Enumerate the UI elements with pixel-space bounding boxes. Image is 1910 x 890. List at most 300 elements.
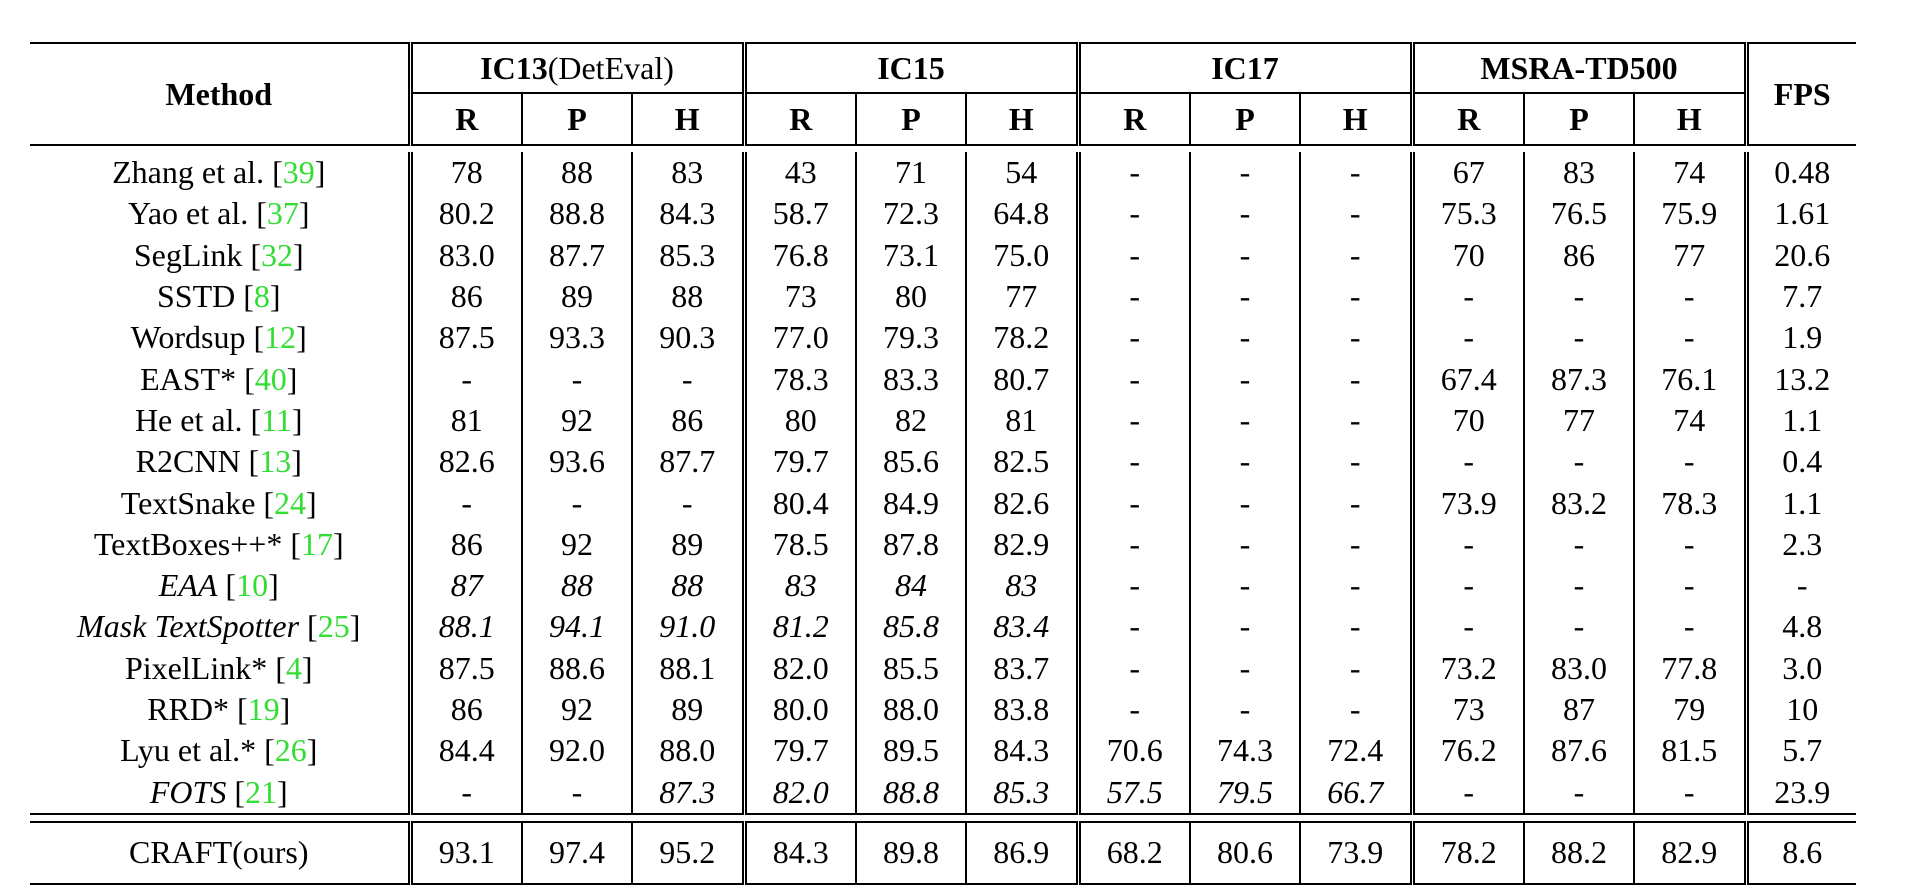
table-row (30, 524, 1856, 565)
cell: - (1078, 235, 1190, 276)
cell: 83.0 (410, 235, 522, 276)
cell: 82.6 (966, 482, 1078, 523)
method-label: EAA (158, 567, 218, 604)
method-name: Lyu et al.* [26] (30, 730, 410, 771)
cell: 89 (632, 524, 744, 565)
table-row (30, 730, 1856, 771)
citation-link[interactable]: 8 (253, 278, 270, 315)
subheader-ic15-h: H (966, 93, 1078, 145)
cell: 87.8 (856, 524, 966, 565)
cell: 88.2 (1524, 822, 1634, 884)
cell: 84.3 (744, 822, 856, 884)
cell: 97.4 (522, 822, 632, 884)
cell: - (1190, 317, 1300, 358)
cell: 88.1 (410, 606, 522, 647)
cell: - (1412, 606, 1524, 647)
cell: 91.0 (632, 606, 744, 647)
cell: 86 (632, 400, 744, 441)
cell: 20.6 (1774, 236, 1831, 273)
cell: - (1190, 276, 1300, 317)
cell: 57.5 (1078, 771, 1190, 813)
method-name: TextBoxes++* [17] (30, 524, 410, 565)
cell: 87.6 (1524, 730, 1634, 771)
cell: 76.1 (1634, 358, 1746, 399)
cell: - (1190, 441, 1300, 482)
citation-link[interactable]: 19 (247, 691, 280, 727)
cell: 83 (966, 565, 1078, 606)
table-row (30, 771, 1856, 813)
cell: 54 (966, 152, 1078, 193)
cell: 92 (522, 400, 632, 441)
cell: - (1300, 193, 1412, 234)
cell: 0.48 (1774, 154, 1831, 191)
subheader-ic13-h: H (632, 93, 744, 145)
citation-link[interactable]: 13 (259, 443, 292, 480)
subheader-ic15-p: P (856, 93, 966, 145)
cell: 92.0 (522, 730, 632, 771)
cell: 85.6 (856, 441, 966, 482)
cell: 74 (1634, 152, 1746, 193)
fps-header: FPS (1746, 43, 1856, 145)
cell: 84.3 (632, 193, 744, 234)
cell: - (1796, 567, 1808, 604)
cell: 85.3 (632, 235, 744, 276)
cell: - (1634, 606, 1746, 647)
method-name: SSTD [8] (30, 276, 410, 317)
method-label: Wordsup [ (130, 319, 265, 356)
cell: 71 (856, 152, 966, 193)
method-label: RRD* [ (147, 691, 248, 727)
cell: - (1634, 276, 1746, 317)
table-row (30, 235, 1856, 276)
citation-link[interactable]: 4 (285, 649, 302, 686)
group-header-ic15: IC15 (744, 43, 1078, 93)
results-table (30, 42, 1856, 885)
subheader-ic17-h: H (1300, 93, 1412, 145)
method-label: FOTS (149, 773, 227, 810)
method-name: PixelLink* [4] (30, 648, 410, 689)
cell: 80.0 (744, 689, 856, 730)
cell: - (1412, 524, 1524, 565)
citation-link[interactable]: 17 (301, 525, 333, 562)
cell: 79.3 (856, 317, 966, 358)
cell: 82.6 (410, 441, 522, 482)
cell: - (1412, 565, 1524, 606)
cell: - (1190, 193, 1300, 234)
cell: 68.2 (1078, 822, 1190, 884)
cell: 76.5 (1524, 193, 1634, 234)
cell: 13.2 (1774, 360, 1831, 397)
cell: - (1300, 235, 1412, 276)
craft-row (30, 822, 1856, 884)
cell: 78.3 (744, 358, 856, 399)
cell: - (1078, 689, 1190, 730)
cell: - (1078, 317, 1190, 358)
cell: - (1078, 524, 1190, 565)
cell: 73.9 (1300, 822, 1412, 884)
method-label: R2CNN [ (135, 443, 260, 480)
cell: 83.8 (966, 689, 1078, 730)
cell: 89.8 (856, 822, 966, 884)
cell: - (1190, 648, 1300, 689)
method-name: He et al. [11] (30, 400, 410, 441)
cell: 80.7 (966, 358, 1078, 399)
cell: 83.2 (1524, 482, 1634, 523)
cell: 88 (522, 565, 632, 606)
method-name: EAA [10] (30, 565, 410, 606)
cell: 73.2 (1412, 648, 1524, 689)
cell: 3.0 (1782, 649, 1823, 686)
citation-link[interactable]: 26 (274, 732, 307, 769)
table-row (30, 317, 1856, 358)
cell: 83 (744, 565, 856, 606)
cell: 87 (1524, 689, 1634, 730)
method-name: R2CNN [13] (30, 441, 410, 482)
method-label: Mask TextSpotter (77, 608, 300, 645)
cell: 86 (1524, 235, 1634, 276)
cell: - (1190, 235, 1300, 276)
cell: 83 (1524, 152, 1634, 193)
cell: - (1300, 606, 1412, 647)
cell: - (1634, 441, 1746, 482)
subheader-ic17-r: R (1078, 93, 1190, 145)
cell: 82.5 (966, 441, 1078, 482)
cell: - (522, 482, 632, 523)
cell: 93.3 (522, 317, 632, 358)
cell: 76.8 (744, 235, 856, 276)
cell: 87 (410, 565, 522, 606)
cell: 86.9 (966, 822, 1078, 884)
cell: 88 (632, 276, 744, 317)
method-label: EAST* [ (140, 360, 255, 397)
cell: 84.3 (966, 730, 1078, 771)
cell: 87.7 (632, 441, 744, 482)
cell: 87.5 (410, 648, 522, 689)
citation-link[interactable]: 24 (274, 484, 307, 521)
cell: 1.1 (1782, 401, 1823, 438)
table-row (30, 441, 1856, 482)
cell: - (1524, 524, 1634, 565)
cell: - (1300, 400, 1412, 441)
cell: 67 (1412, 152, 1524, 193)
method-name: TextSnake [24] (30, 482, 410, 523)
subheader-ic13-r: R (410, 93, 522, 145)
cell: - (1300, 689, 1412, 730)
method-label: Zhang et al. [ (112, 154, 283, 191)
table-row (30, 358, 1856, 399)
cell: - (1300, 358, 1412, 399)
cell: 81.2 (744, 606, 856, 647)
cell: - (1190, 565, 1300, 606)
cell: 89.5 (856, 730, 966, 771)
method-name: SegLink [32] (30, 235, 410, 276)
cell: 94.1 (522, 606, 632, 647)
cell: 72.3 (856, 193, 966, 234)
cell: - (1300, 565, 1412, 606)
citation-link[interactable]: 32 (260, 236, 293, 273)
cell: 88.8 (856, 771, 966, 813)
cell: 74.3 (1190, 730, 1300, 771)
cell: - (1078, 400, 1190, 441)
table-row (30, 648, 1856, 689)
cell: 72.4 (1300, 730, 1412, 771)
cell: - (1300, 152, 1412, 193)
cell: - (1190, 152, 1300, 193)
cell: 2.3 (1782, 525, 1823, 562)
cell: 70 (1412, 235, 1524, 276)
cell: - (1412, 441, 1524, 482)
cell: 66.7 (1300, 771, 1412, 813)
method-name: Wordsup [12] (30, 317, 410, 358)
method-label: He et al. [ (134, 401, 262, 438)
cell: - (1634, 524, 1746, 565)
cell: 82.9 (1634, 822, 1746, 884)
citation-link[interactable]: 21 (244, 773, 277, 810)
cell: 82.9 (966, 524, 1078, 565)
cell: 73.9 (1412, 482, 1524, 523)
cell: - (1412, 771, 1524, 813)
cell: - (1078, 565, 1190, 606)
cell: 83.4 (966, 606, 1078, 647)
cell: 73.1 (856, 235, 966, 276)
subheader-msra-r: R (1412, 93, 1524, 145)
cell: - (522, 771, 632, 813)
cell: 80 (856, 276, 966, 317)
cell: 79.7 (744, 730, 856, 771)
cell: - (1078, 648, 1190, 689)
cell: - (1524, 276, 1634, 317)
cell: 84.9 (856, 482, 966, 523)
cell: 81 (410, 400, 522, 441)
cell: - (1078, 606, 1190, 647)
cell: 78 (410, 152, 522, 193)
citation-link[interactable]: 37 (266, 195, 299, 232)
cell: - (1524, 317, 1634, 358)
cell: - (410, 771, 522, 813)
cell: - (632, 358, 744, 399)
group-header-msra: MSRA-TD500 (1412, 43, 1746, 93)
cell: 77.0 (744, 317, 856, 358)
cell: - (1524, 565, 1634, 606)
cell: 83 (632, 152, 744, 193)
cell: 79 (1634, 689, 1746, 730)
cell: 83.0 (1524, 648, 1634, 689)
citation-link[interactable]: 39 (282, 154, 315, 191)
cell: 84 (856, 565, 966, 606)
cell: - (1078, 441, 1190, 482)
cell: - (410, 482, 522, 523)
cell: 80 (744, 400, 856, 441)
cell: - (1190, 400, 1300, 441)
cell: - (1524, 606, 1634, 647)
cell: 95.2 (632, 822, 744, 884)
cell: - (1078, 152, 1190, 193)
cell: 8.6 (1746, 822, 1856, 884)
cell: 92 (522, 524, 632, 565)
cell: 82.0 (744, 771, 856, 813)
cell: 80.2 (410, 193, 522, 234)
method-name: CRAFT(ours) (30, 822, 410, 884)
cell: 88.0 (856, 689, 966, 730)
subheader-ic17-p: P (1190, 93, 1300, 145)
citation-link[interactable]: 10 (236, 567, 269, 604)
cell: 93.1 (410, 822, 522, 884)
table-row (30, 276, 1856, 317)
cell: 75.0 (966, 235, 1078, 276)
cell: - (1078, 193, 1190, 234)
cell: - (1190, 606, 1300, 647)
cell: 88.1 (632, 648, 744, 689)
cell: 58.7 (744, 193, 856, 234)
citation-link[interactable]: 25 (317, 608, 350, 645)
cell: 87.3 (632, 771, 744, 813)
subheader-msra-h: H (1634, 93, 1746, 145)
cell: 78.5 (744, 524, 856, 565)
table-row (30, 152, 1856, 193)
cell: - (1078, 358, 1190, 399)
method-name: Mask TextSpotter [25] (30, 606, 410, 647)
cell: 83.7 (966, 648, 1078, 689)
cell: 77.8 (1634, 648, 1746, 689)
method-label: SegLink [ (133, 236, 261, 273)
citation-link[interactable]: 11 (261, 401, 292, 438)
cell: - (1634, 317, 1746, 358)
cell: 78.3 (1634, 482, 1746, 523)
cell: 73 (744, 276, 856, 317)
cell: 79.7 (744, 441, 856, 482)
cell: - (1300, 524, 1412, 565)
method-name: Zhang et al. [39] (30, 152, 410, 193)
cell: - (632, 482, 744, 523)
cell: 90.3 (632, 317, 744, 358)
cell: 86 (410, 689, 522, 730)
cell: 77 (966, 276, 1078, 317)
table-row (30, 400, 1856, 441)
cell: 75.3 (1412, 193, 1524, 234)
cell: 1.9 (1782, 319, 1823, 356)
cell: 77 (1634, 235, 1746, 276)
method-label: SSTD [ (156, 278, 254, 315)
cell: 88.6 (522, 648, 632, 689)
method-label: Lyu et al.* [ (120, 732, 275, 769)
cell: 79.5 (1190, 771, 1300, 813)
method-label: TextBoxes++* [ (93, 525, 301, 562)
cell: 88.0 (632, 730, 744, 771)
cell: 85.3 (966, 771, 1078, 813)
subheader-msra-p: P (1524, 93, 1634, 145)
cell: 87.5 (410, 317, 522, 358)
subheader-ic15-r: R (744, 93, 856, 145)
cell: 4.8 (1782, 608, 1823, 645)
cell: 70.6 (1078, 730, 1190, 771)
cell: 1.61 (1774, 195, 1831, 232)
method-name: EAST* [40] (30, 358, 410, 399)
cell: 83.3 (856, 358, 966, 399)
cell: 10 (1786, 691, 1819, 727)
citation-link[interactable]: 12 (264, 319, 297, 356)
cell: - (1300, 482, 1412, 523)
cell: - (1300, 276, 1412, 317)
cell: - (1300, 648, 1412, 689)
cell: 81 (966, 400, 1078, 441)
cell: - (522, 358, 632, 399)
cell: - (1300, 441, 1412, 482)
cell: 86 (410, 524, 522, 565)
method-header: Method (30, 43, 410, 145)
cell: 89 (632, 689, 744, 730)
cell: 23.9 (1774, 773, 1831, 810)
cell: - (1078, 482, 1190, 523)
method-label: TextSnake [ (120, 484, 275, 521)
cell: 92 (522, 689, 632, 730)
table-row (30, 482, 1856, 523)
cell: - (1412, 317, 1524, 358)
cell: - (1190, 689, 1300, 730)
cell: 80.6 (1190, 822, 1300, 884)
cell: - (410, 358, 522, 399)
cell: - (1412, 276, 1524, 317)
cell: 80.4 (744, 482, 856, 523)
cell: 43 (744, 152, 856, 193)
cell: - (1524, 441, 1634, 482)
method-name: RRD* [19] (30, 689, 410, 730)
cell: - (1190, 482, 1300, 523)
citation-link[interactable]: 40 (254, 360, 287, 397)
cell: 1.1 (1782, 484, 1823, 521)
cell: - (1078, 276, 1190, 317)
cell: 81.5 (1634, 730, 1746, 771)
table-row (30, 689, 1856, 730)
cell: 87.3 (1524, 358, 1634, 399)
cell: 88.8 (522, 193, 632, 234)
cell: 7.7 (1782, 278, 1823, 315)
cell: - (1634, 565, 1746, 606)
cell: 84.4 (410, 730, 522, 771)
cell: 73 (1412, 689, 1524, 730)
cell: 87.7 (522, 235, 632, 276)
cell: 70 (1412, 400, 1524, 441)
cell: 88 (522, 152, 632, 193)
cell: 74 (1634, 400, 1746, 441)
cell: 75.9 (1634, 193, 1746, 234)
method-name: Yao et al. [37] (30, 193, 410, 234)
cell: 86 (410, 276, 522, 317)
group-header-ic13: IC13(DetEval) (410, 43, 744, 93)
subheader-ic13-p: P (522, 93, 632, 145)
cell: 82 (856, 400, 966, 441)
method-name: FOTS [21] (30, 771, 410, 813)
table-row (30, 565, 1856, 606)
cell: 89 (522, 276, 632, 317)
table-row (30, 193, 1856, 234)
cell: 93.6 (522, 441, 632, 482)
cell: 0.4 (1782, 443, 1823, 480)
group-header-ic17: IC17 (1078, 43, 1412, 93)
cell: 77 (1524, 400, 1634, 441)
cell: 67.4 (1412, 358, 1524, 399)
cell: 5.7 (1782, 732, 1823, 769)
cell: 85.8 (856, 606, 966, 647)
cell: - (1524, 771, 1634, 813)
cell: 85.5 (856, 648, 966, 689)
cell: - (1634, 771, 1746, 813)
cell: - (1190, 524, 1300, 565)
cell: 82.0 (744, 648, 856, 689)
method-label: Yao et al. [ (127, 195, 267, 232)
cell: 78.2 (1412, 822, 1524, 884)
cell: 64.8 (966, 193, 1078, 234)
cell: - (1190, 358, 1300, 399)
